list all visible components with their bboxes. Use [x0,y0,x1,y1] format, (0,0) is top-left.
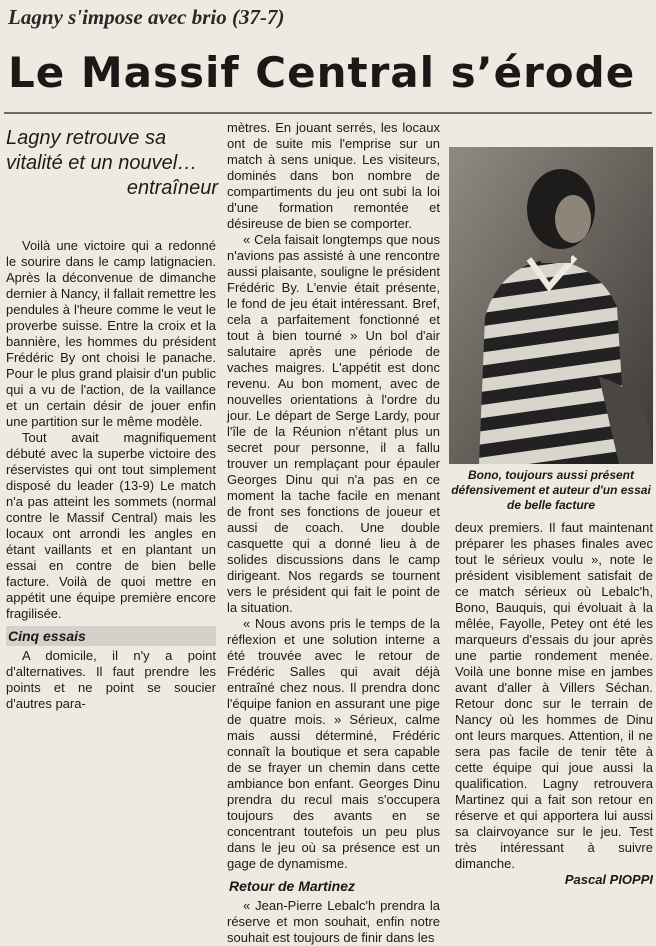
paragraph: deux premiers. Il faut maintenant préparer les phases finales avec tout le sérieux voulu », note le président visiblement satisfait de ce match sérieux où Lebalc'h, Bono, Bauquis, qui évoluait à la mêlée, Fayolle, Petey ont été les marqueurs d'essais du jour après une partie rondement menée. Voilà une bonne mise en jambes avant d'aller à Villers Séchan. Retour donc sur le terrain de Nancy où les hommes de Dinu ont leurs marques. Attention, il ne sera pas facile de tenir tête à cette équipe qui joue aussi la qualification. Lagny retrouvera Martinez qui a fait son retour en réserve et qui apportera lui aussi sa clairvoyance sur le jeu. Test très intéressant à suivre dimanche. [455,520,653,871]
photo-caption: Bono, toujours aussi présent défensivement et auteur d'un essai de belle facture [451,468,651,512]
author-signature: Pascal PIOPPI [564,872,653,887]
paragraph: mètres. En jouant serrés, les locaux ont de suite mis l'emprise sur un match à sens unique. Les visiteurs, dominés dans bon nombre de compartiments du jeu ont subi la loi d'une formation remontée et désireuse de bien se comporter. [227,120,440,231]
photo-illustration [449,147,653,464]
paragraph: A domicile, il n'y a point d'alternatives. Il faut prendre les points et ne point se soucier d'autres para- [6,648,216,711]
subhead-line1: Lagny retrouve sa vitalité et un nouvel… [6,127,198,174]
section-heading: Cinq essais [6,626,216,646]
rugby-player-photo [449,147,653,464]
column-1 [6,238,216,712]
paragraph: Voilà une victoire qui a redonné le sourire dans le camp latignacien. Après la déconvenue de dimanche dernier à Nancy, il fallait remettre les pendules à l'heure comme le veut le proverbe suisse. Entre la croix et la bannière, les hommes du président Frédéric By ont choisi le panache. Pour le plus grand plaisir d'un public qui a vu de l'action, de la vaillance et un certain désir de jouer enfin une partition sur le même modèle. [6,238,217,429]
article-subhead [6,126,218,201]
paragraph: « Cela faisait longtemps que nous n'avions pas assisté à une rencontre aussi plaisante, souligne le président Frédéric By. L'envie était présente, le fond de jeu était intéressant. Bref, cela a parfaitement fonctionné et tout à bien tourné » Un bol d'air salutaire après une période de vaches maigres. L'appétit est donc revenu. Au bon moment, avec de nouvelles orientations à l'ordre du jour. Le départ de Serge Lardy, pour l'île de la Réunion n'étant plus un secret pour personne, il a fallu trouver un remplaçant pour épauler Georges Dinu qui n'a pas en ce moment la tache facile en menant de front ses fonctions de joueur et aussi de coach. Une double casquette qui a donné lieu à de solides discussions dans le camp dirigeant. Nos regards se tournent vers le président qui fait le point de la situation. [227,232,440,615]
column-3 [455,520,653,888]
paragraph: Tout avait magnifiquement débuté avec la superbe victoire des réservistes qui ont tout simplement disposé du leader (13-9) Le match n'a pas atteint les sommets (normal contre le Massif Central) mais les locaux ont arrondi les angles en étant vaillants et en plantant un essai en contre de bien belle facture. Voilà de quoi mettre en appétit une équipe première encore fragilisée. [6,430,216,621]
section-heading: Retour de Martinez [229,878,356,894]
headline-rule [4,112,652,114]
column-2 [227,120,440,946]
article-headline: Le Massif Central s’érode [8,48,636,97]
paragraph: « Jean-Pierre Lebalc'h prendra la réserve et mon souhait, enfin notre souhait est toujours de finir dans les [227,898,440,945]
paragraph: « Nous avons pris le temps de la réflexion et une solution interne a été trouvée avec le retour de Frédéric Salles qui avait déjà entraîné chez nous. Il prendra donc l'équipe fanion en assurant une pige de quatre mois. » Sérieux, calme mais aussi déterminé, Frédéric connaît la boutique et sera capable de se frayer un chemin dans cette ambiance bon enfant. Georges Dinu prendra du recul mais s'occupera toujours des avants en se concentrant toutefois un peu plus dans le jeu où sa présence est un gage de dynamisme. [227,616,440,871]
article-kicker: Lagny s'impose avec brio (37-7) [8,5,285,29]
subhead-line2: entraîneur [126,177,218,199]
